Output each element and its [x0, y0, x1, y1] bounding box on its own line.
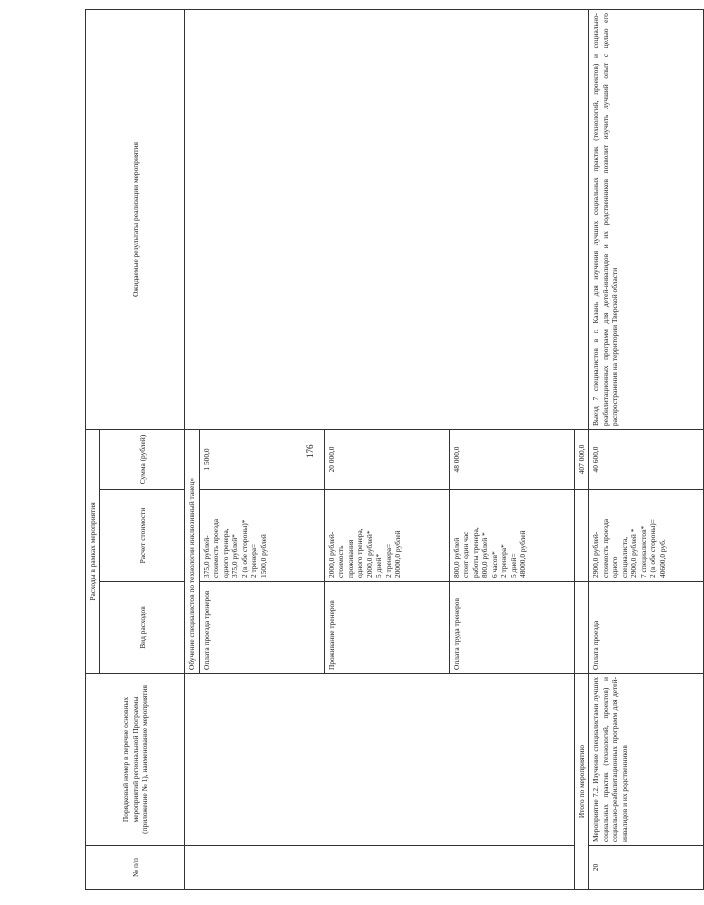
- cost-calc: 2900,0 рублей- стоимость проезда одного специалиста, 2900,0 рублей * 7 специалистов* 2 (в обе стороны)= 40600,0 руб.: [589, 490, 704, 582]
- col-header-cost-calc: Расчет стоимости: [100, 490, 185, 582]
- total-label: Итого по мероприятию: [574, 674, 588, 890]
- section-row: [185, 10, 199, 890]
- col-header-expense-type: Вид расходов: [100, 582, 185, 674]
- sum: 40 600,0: [589, 430, 704, 490]
- cell-empty: [574, 582, 588, 674]
- rotated-table-wrapper: [85, 10, 667, 890]
- event-number: 20: [589, 846, 704, 890]
- expense-type: Оплата проезда: [589, 582, 704, 674]
- event-title: Мероприятие 7.2. Изучение специалистами лучших социальных практик (технологий, проектов) и социально-реабилитационных программ для детей-инвалидов и их родственников: [589, 674, 704, 846]
- col-header-expenses: Расходы в рамках мероприятия: [86, 430, 100, 674]
- section-title: Обучение специалистов по технологии инклюзивный танец»: [185, 430, 199, 674]
- cell-empty: [185, 10, 589, 430]
- expense-type: Оплата труда тренеров: [449, 582, 574, 674]
- cell-empty: [185, 674, 574, 846]
- col-header-num: № п/п: [86, 846, 185, 890]
- header-row-1: [86, 10, 100, 890]
- cost-calc: 375,0 рублей- стоимость проезда одного тренера, 375,0 рублей* 2 (в обе стороны)* 2 тренера= 1500,0 рублей: [199, 490, 324, 582]
- expenses-table: [85, 9, 704, 890]
- cell-empty: [574, 490, 588, 582]
- event-row: [589, 10, 704, 890]
- cost-calc: 800,0 рублей стоит один час работы тренера, 800,0 рублей * 6 часов* 2 тренера* 5 дней= 48000,0 рублей: [449, 490, 574, 582]
- expense-type: Проживание тренеров: [324, 582, 449, 674]
- sum: 20 000,0: [324, 430, 449, 490]
- sum: 1 500,0: [199, 430, 324, 490]
- col-header-event: Порядковый номер в перечне основных мероприятий региональной Программы (приложение № 1), наименование мероприятия: [86, 674, 185, 846]
- col-header-sum: Сумма (рублей): [100, 430, 185, 490]
- col-header-results: Ожидаемые результаты реализации мероприятия: [86, 10, 185, 430]
- total-sum: 407 000,0: [574, 430, 588, 490]
- expense-type: Оплата проезда тренеров: [199, 582, 324, 674]
- sum: 48 000,0: [449, 430, 574, 490]
- cost-calc: 2000,0 рублей- стоимость проживания одного тренера, 2000,0 рублей* 5 дней* 2 тренера= 20000,0 рублей: [324, 490, 449, 582]
- page-number: 176: [305, 444, 315, 458]
- expected-result: Выезд 7 специалистов в г. Казань для изучения лучших социальных практик (технологий, проектов) и социально-реабилитационных программ для детей-инвалидов и их родственников позволит изучить лучший опыт с целью его распространения на территории Тверской области: [589, 10, 704, 430]
- cell-empty: [185, 846, 574, 890]
